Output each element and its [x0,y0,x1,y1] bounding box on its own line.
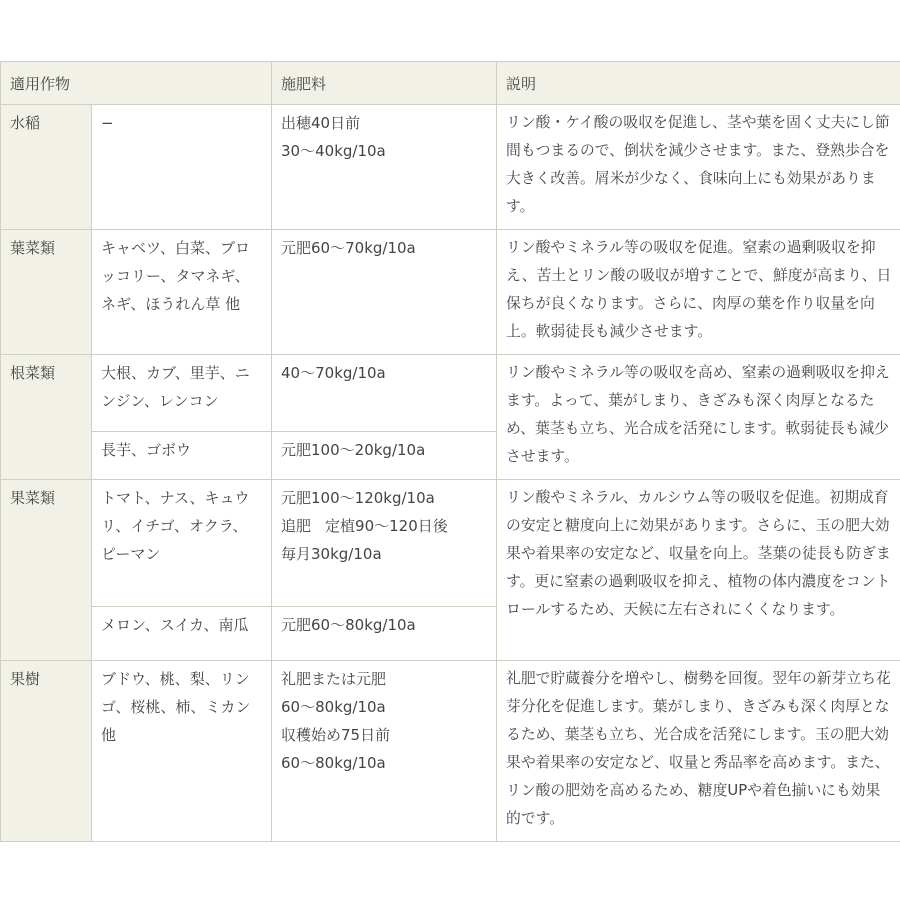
category-leafy: 葉菜類 [1,230,92,355]
fertilizer-monthly: 毎月30kg/10a [281,545,382,563]
header-row [1,62,900,105]
crops-rice: − [92,105,272,230]
fertilizer-fruit-veg-2: 元肥60〜80kg/10a [272,607,497,661]
fertilizer-table [0,61,900,842]
description-fruit-veg: リン酸やミネラル、カルシウム等の吸収を促進。初期成育の安定と糖度向上に効果があります。さらに、玉の肥大効果や着果率の安定など、収量を向上。茎葉の徒長も防ぎます。更に窒素の過剰吸収を抑え、植物の体内濃度をコントロールするため、天候に左右されにくくなります。 [497,480,900,661]
fertilizer-fruit-veg-1 [272,480,497,607]
category-root: 根菜類 [1,355,92,480]
fertilizer-rice: 出穂40日前 30〜40kg/10a [272,105,497,230]
fertilizer-leafy: 元肥60〜70kg/10a [272,230,497,355]
crops-root-2: 長芋、ゴボウ [92,432,272,480]
fertilizer-root-1: 40〜70kg/10a [272,355,497,432]
crops-fruit-tree: ブドウ、桃、梨、リンゴ、桜桃、柿、ミカン 他 [92,661,272,842]
description-root: リン酸やミネラル等の吸収を高め、窒素の過剰吸収を抑えます。よって、葉がしまり、きざみも深く肉厚となるため、葉茎も立ち、光合成を活発にします。軟弱徒長も減少させます。 [497,355,900,480]
description-fruit-tree: 礼肥で貯蔵養分を増やし、樹勢を回復。翌年の新芽立ち花芽分化を促進します。葉がしまり、きざみも深く肉厚となるため、葉茎も立ち、光合成を活発にします。玉の肥大効果や着果率の安定など、収量と秀品率を高めます。また、リン酸の肥効を高めるため、糖度UPや着色揃いにも効果的です。 [497,661,900,842]
table-row-rice [1,105,900,230]
category-rice: 水稲 [1,105,92,230]
header-description: 説明 [497,62,900,105]
crops-leafy: キャベツ、白菜、ブロッコリー、タマネギ、ネギ、ほうれん草 他 [92,230,272,355]
table-row-leafy [1,230,900,355]
crops-fruit-veg-1: トマト、ナス、キュウリ、イチゴ、オクラ、ピーマン [92,480,272,607]
description-leafy: リン酸やミネラル等の吸収を促進。窒素の過剰吸収を抑え、苦土とリン酸の吸収が増すことで、鮮度が高まり、日保ちが良くなります。さらに、肉厚の葉を作り収量を向上。軟弱徒長も減少させます。 [497,230,900,355]
header-fertilizer: 施肥料 [272,62,497,105]
category-fruit-veg: 果菜類 [1,480,92,661]
table-row-fruit-tree [1,661,900,842]
category-fruit-tree: 果樹 [1,661,92,842]
fertilizer-base: 元肥100〜120kg/10a [281,489,435,507]
table-row-root-1 [1,355,900,432]
description-rice: リン酸・ケイ酸の吸収を促進し、茎や葉を固く丈夫にし節間もつまるので、倒状を減少させます。また、登熟歩合を大きく改善。屑米が少なく、食味向上にも効果があります。 [497,105,900,230]
table-row-fruit-veg-1 [1,480,900,607]
fertilizer-top-label: 追肥 [281,517,312,535]
fertilizer-root-2: 元肥100〜20kg/10a [272,432,497,480]
crops-fruit-veg-2: メロン、スイカ、南瓜 [92,607,272,661]
crops-root-1: 大根、カブ、里芋、ニンジン、レンコン [92,355,272,432]
fertilizer-top-value: 定植90〜120日後 [325,517,448,535]
fertilizer-fruit-tree: 礼肥または元肥 60〜80kg/10a 収穫始め75日前 60〜80kg/10a [272,661,497,842]
header-crop: 適用作物 [1,62,272,105]
